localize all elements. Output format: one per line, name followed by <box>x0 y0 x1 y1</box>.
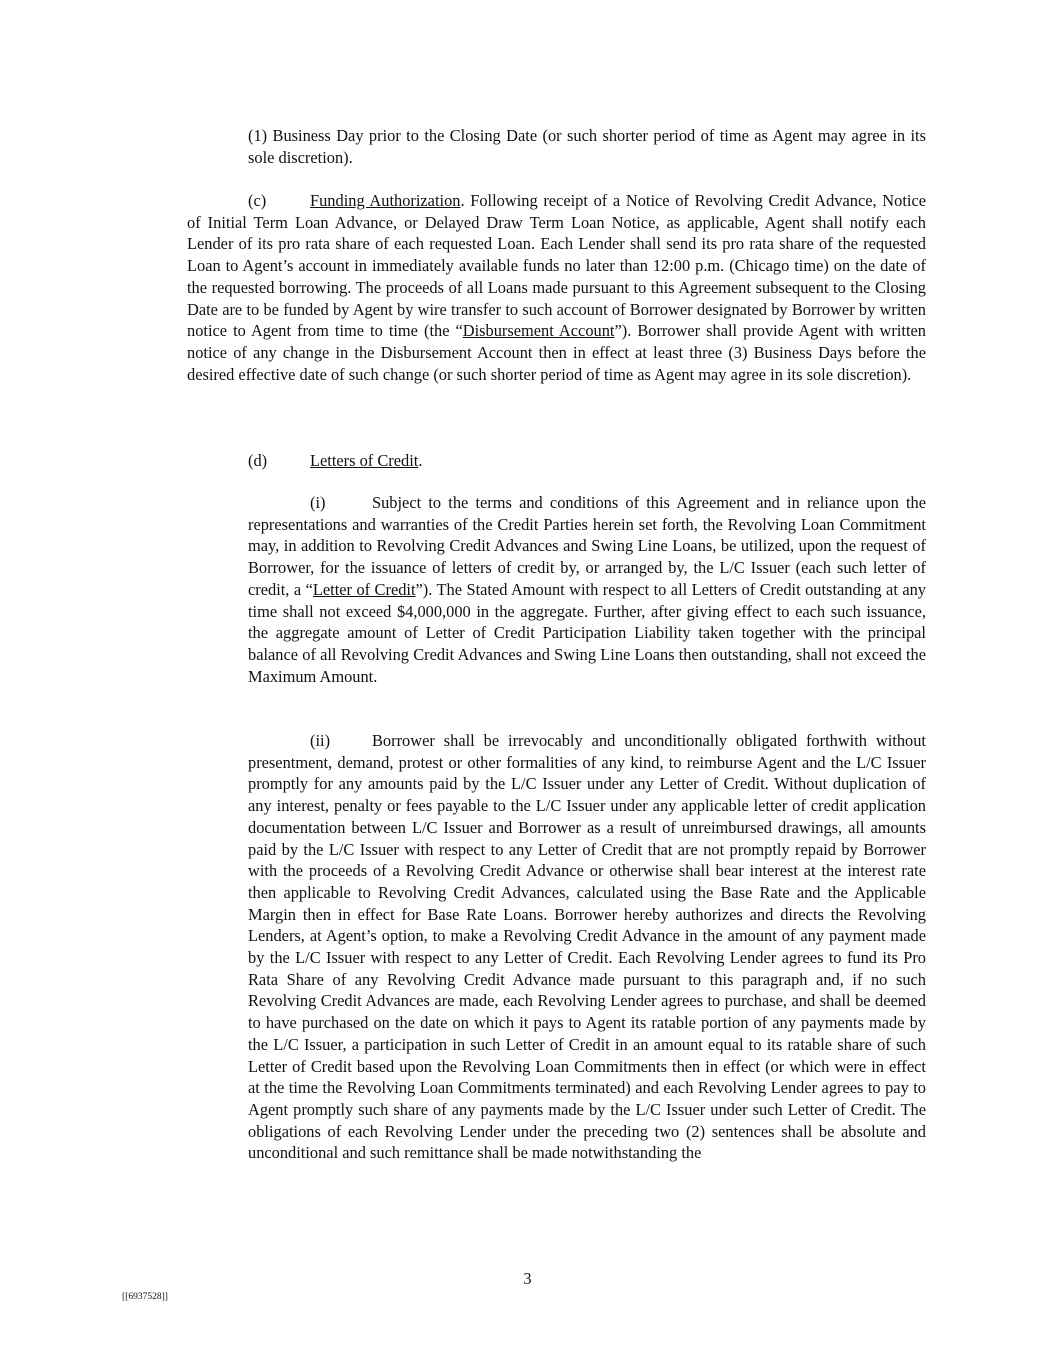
section-d-heading: Letters of Credit <box>310 451 419 470</box>
continuation-paragraph <box>248 125 926 168</box>
section-d-i-marker: (i) <box>310 493 326 512</box>
section-d-heading-suffix: . <box>418 451 423 470</box>
page-number: 3 <box>523 1269 532 1288</box>
section-d-i-text-before-term: Subject to the terms and conditions of this Agreement and in reliance upon the representations and warranties of the Credit Parties herein set forth, the Revolving Loan Commitment may, in addition to Revolving Credit Advances and Swing Line Loans, be utilized, upon the request of Borrower, for the issuance of letters of credit by, or arranged by, the L/C Issuer (each such letter of credit, a “ <box>248 493 926 599</box>
continuation-text: (1) Business Day prior to the Closing Date (or such shorter period of time as Agent may agree in its sole discretion). <box>248 126 926 167</box>
document-id: [[6937528]] <box>122 1292 168 1302</box>
section-c-text-after-term: ”). Borrower shall provide Agent with written notice of any change in the Disbursement Account then in effect at least three (3) Business Days before the desired effective date of such change (or such shorter period of time as Agent may agree in its sole discretion). <box>187 321 926 384</box>
section-d-i-paragraph <box>248 492 926 687</box>
section-c-defined-term: Disbursement Account <box>462 321 615 341</box>
section-c-paragraph <box>187 190 926 385</box>
section-d-ii-text: Borrower shall be irrevocably and unconditionally obligated forthwith without presentment, demand, protest or other formalities of any kind, to reimburse Agent and the L/C Issuer promptly for any amounts paid by the L/C Issuer under any Letter of Credit. Without duplication of any interest, penalty or fees payable to the L/C Issuer under any applicable letter of credit application documentation between L/C Issuer and Borrower as a result of unreimbursed drawings, all amounts paid by the L/C Issuer with respect to any Letter of Credit that are not promptly repaid by Borrower with the proceeds of a Revolving Credit Advance or otherwise shall bear interest at the interest rate then applicable to Revolving Credit Advances, calculated using the Base Rate and the Applicable Margin then in effect for Base Rate Loans. Borrower hereby authorizes and directs the Revolving Lenders, at Agent’s option, to make a Revolving Credit Advance in the amount of any payment made by the L/C Issuer with respect to any Letter of Credit. Each Revolving Lender agrees to fund its Pro Rata Share of any Revolving Credit Advance made pursuant to this paragraph and, if no such Revolving Credit Advances are made, each Revolving Lender agrees to purchase, and shall be deemed to have purchased on the date on which it pays to Agent its ratable portion of any payments made by the L/C Issuer, a participation in such Letter of Credit in an amount equal to its ratable share of such Letter of Credit based upon the Revolving Loan Commitments then in effect (or which were in effect at the time the Revolving Loan Commitments terminated) and each Revolving Lender agrees to pay to Agent promptly such share of any payments made by the L/C Issuer under such Letter of Credit. The obligations of each Revolving Lender under the preceding two (2) sentences shall be absolute and unconditional and such remittance shall be made notwithstanding the <box>248 731 926 1163</box>
section-c-heading: Funding Authorization <box>310 191 461 210</box>
section-d-ii-marker: (ii) <box>310 731 331 750</box>
section-d-i-defined-term: Letter of Credit <box>312 579 416 599</box>
section-c-text-before-term: . Following receipt of a Notice of Revolving Credit Advance, Notice of Initial Term Loan Advance, or Delayed Draw Term Loan Notice, as applicable, Agent shall notify each Lender of its pro rata share of each requested Loan. Each Lender shall send its pro rata share of the requested Loan to Agent’s account in immediately available funds no later than 12:00 p.m. (Chicago time) on the date of the requested borrowing. The proceeds of all Loans made pursuant to this Agreement subsequent to the Closing Date are to be funded by Agent by wire transfer to such account of Borrower designated by Borrower by written notice to Agent from time to time (the “ <box>187 191 926 341</box>
section-d-marker: (d) <box>248 451 268 470</box>
section-d-heading-paragraph <box>248 450 926 472</box>
section-d-ii-paragraph <box>248 730 926 1164</box>
section-d-i-text-after-term: ”). The Stated Amount with respect to all Letters of Credit outstanding at any time shall not exceed $4,000,000 in the aggregate. Further, after giving effect to each such issuance, the aggregate amount of Letter of Credit Participation Liability taken together with the principal balance of all Revolving Credit Advances and Swing Line Loans then outstanding, shall not exceed the Maximum Amount. <box>248 579 926 686</box>
section-c-marker: (c) <box>248 191 267 210</box>
